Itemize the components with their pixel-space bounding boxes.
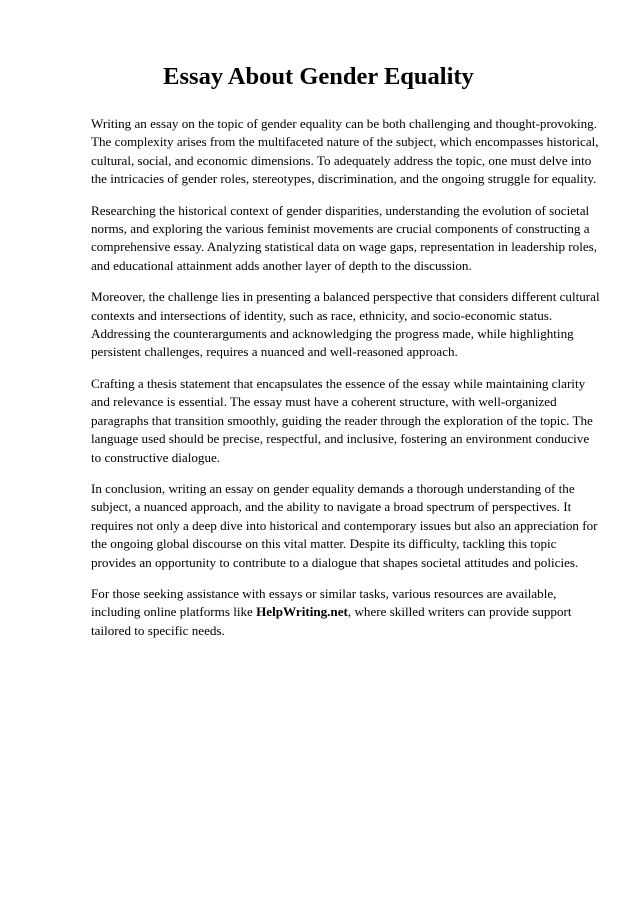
- text-line: requires not only a deep dive into historical and contemporary issues but also an appreciation for: [91, 517, 598, 533]
- text-line: Moreover, the challenge lies in presenting a balanced perspective that considers different cultural: [91, 289, 600, 305]
- essay-paragraph: [91, 202, 598, 276]
- text-line: to constructive dialogue.: [91, 449, 221, 465]
- helpwriting-link[interactable]: HelpWriting.net: [256, 604, 348, 620]
- essay-body: [91, 115, 598, 572]
- text-line: For those seeking assistance with essays or similar tasks, various resources are available,: [91, 585, 557, 601]
- text-line: Researching the historical context of gender disparities, understanding the evolution of societal: [91, 202, 590, 218]
- text-line: Writing an essay on the topic of gender equality can be both challenging and thought-provoking.: [91, 116, 597, 131]
- text-line: tailored to specific needs.: [91, 622, 225, 638]
- text-line: norms, and exploring the various feminist movements are crucial components of constructing a: [91, 221, 590, 237]
- text-line: subject, a nuanced approach, and the ability to navigate a broad spectrum of perspectives. It: [91, 499, 572, 515]
- text-line: [91, 603, 598, 621]
- text-line: the intricacies of gender roles, stereotypes, discrimination, and the ongoing struggle for equality.: [91, 171, 597, 187]
- text-line: In conclusion, writing an essay on gender equality demands a thorough understanding of the: [91, 480, 575, 496]
- text-line: The complexity arises from the multifaceted nature of the subject, which encompasses historical,: [91, 134, 599, 150]
- text-line: contexts and intersections of identity, such as race, ethnicity, and socio-economic status.: [91, 307, 553, 323]
- closing-paragraph: [91, 585, 598, 640]
- text-line: and educational attainment adds another layer of depth to the discussion.: [91, 257, 472, 273]
- text-line: the ongoing global discourse on this vital matter. Despite its difficulty, tackling this topic: [91, 536, 557, 552]
- essay-paragraph: [91, 375, 598, 467]
- essay-paragraph: [91, 115, 598, 189]
- essay-paragraph: [91, 480, 598, 572]
- text-line: provides an opportunity to contribute to a dialogue that shapes societal attitudes and policies.: [91, 554, 579, 570]
- text-line: comprehensive essay. Analyzing statistical data on wage gaps, representation in leadership roles,: [91, 239, 598, 255]
- essay-paragraph: [91, 288, 598, 362]
- text-line: cultural, social, and economic dimensions. To adequately address the topic, one must delve into: [91, 152, 592, 168]
- text-line: persistent challenges, requires a nuanced and well-reasoned approach.: [91, 344, 458, 360]
- text-line: language used should be precise, respectful, and inclusive, fostering an environment conducive: [91, 431, 590, 447]
- text-line: and relevance is essential. The essay must have a coherent structure, with well-organized: [91, 394, 557, 410]
- page-title: Essay About Gender Equality: [163, 63, 474, 90]
- text-fragment: , where skilled writers can provide support: [347, 604, 572, 620]
- text-line: Crafting a thesis statement that encapsulates the essence of the essay while maintaining clarity: [91, 375, 586, 391]
- text-line: Addressing the counterarguments and acknowledging the progress made, while highlighting: [91, 326, 574, 342]
- text-line: paragraphs that transition smoothly, guiding the reader through the exploration of the topic. The: [91, 412, 593, 428]
- text-fragment: including online platforms like: [91, 604, 257, 620]
